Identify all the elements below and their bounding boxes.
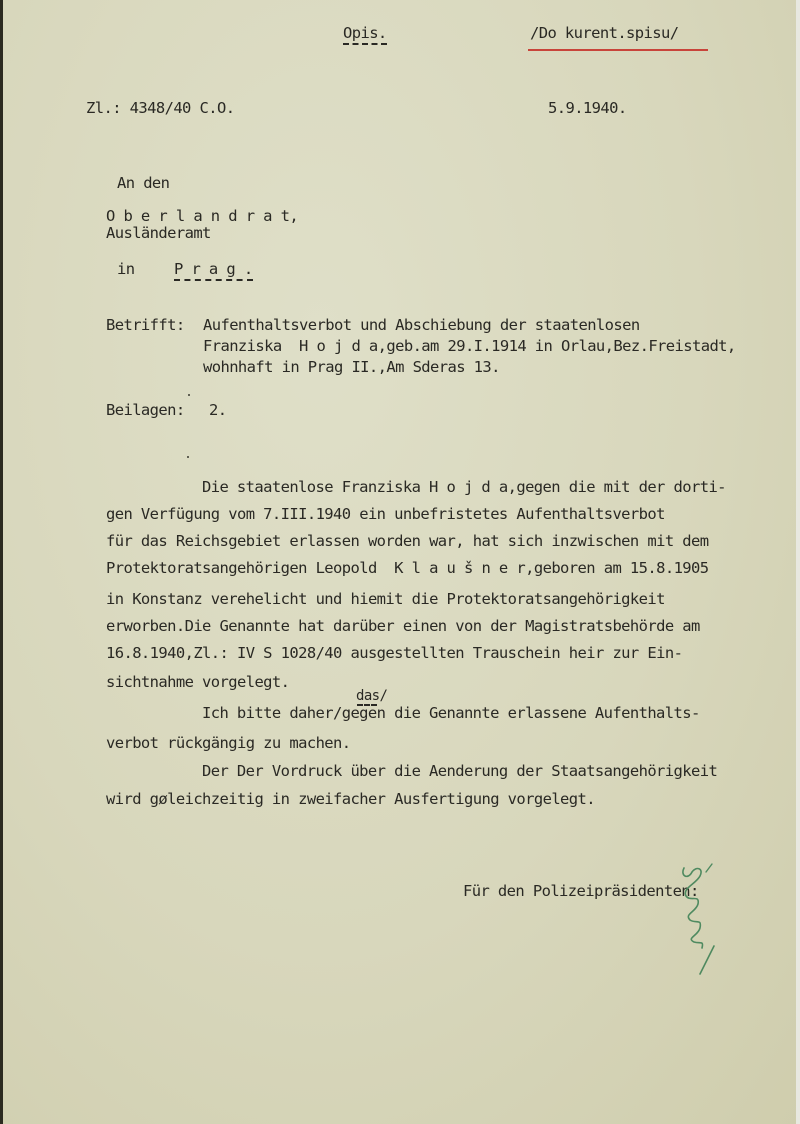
insertion-mark: das/ — [356, 688, 388, 704]
request-line: verbot rückgängig zu machen. — [106, 734, 351, 752]
closing-line: wird gøleichzeitig in zweifacher Ausfertigung vorgelegt. — [106, 790, 595, 808]
subject-line: Aufenthaltsverbot und Abschiebung der staatenlosen — [203, 316, 640, 334]
request-line: Ich bitte daher/gegen die Genannte erlassene Aufenthalts- — [202, 704, 700, 722]
subject-label: Betrifft: — [106, 316, 185, 334]
recipient-office: O b e r l a n d r a t, — [106, 207, 299, 225]
recipient-city: P r a g . — [174, 262, 253, 281]
closing-line: Der Der Vordruck über die Aenderung der Staatsangehörigkeit — [202, 762, 718, 780]
subject-line: Franziska H o j d a,geb.am 29.I.1914 in Orlau,Bez.Freistadt, — [203, 337, 736, 355]
file-note: /Do kurent.spisu/ — [530, 24, 679, 42]
copy-label: Opis. — [343, 26, 387, 45]
body-line: gen Verfügung vom 7.III.1940 ein unbefristetes Aufenthaltsverbot — [106, 505, 665, 523]
body-line: erworben.Die Genannte hat darüber einen von der Magistratsbehörde am — [106, 617, 700, 635]
body-line: in Konstanz verehelicht und hiemit die Protektoratsangehörigkeit — [106, 590, 665, 608]
salutation: An den — [117, 174, 170, 192]
red-underline — [528, 49, 708, 51]
subject-line: wohnhaft in Prag II.,Am Sderas 13. — [203, 358, 500, 376]
enclosures-value: 2. — [209, 401, 227, 419]
reference-number: Zl.: 4348/40 C.O. — [86, 99, 235, 117]
handwritten-signature — [670, 862, 730, 980]
in-label: in — [117, 260, 135, 278]
body-line: für das Reichsgebiet erlassen worden war, hat sich inzwischen mit dem — [106, 532, 709, 550]
body-line: sichtnahme vorgelegt. — [106, 673, 290, 691]
ink-speck — [187, 456, 189, 458]
body-line: Protektoratsangehörigen Leopold K l a u š n e r,geboren am 15.8.1905 — [106, 559, 709, 577]
recipient-department: Ausländeramt — [106, 224, 211, 242]
body-line: 16.8.1940,Zl.: IV S 1028/40 ausgestellten Trauschein heir zur Ein- — [106, 644, 683, 662]
letter-date: 5.9.1940. — [548, 99, 627, 117]
enclosures-label: Beilagen: — [106, 401, 185, 419]
signature-label: Für den Polizeipräsidenten: — [463, 882, 699, 900]
ink-speck — [188, 394, 190, 396]
body-line: Die staatenlose Franziska H o j d a,gegen die mit der dorti- — [202, 478, 726, 496]
